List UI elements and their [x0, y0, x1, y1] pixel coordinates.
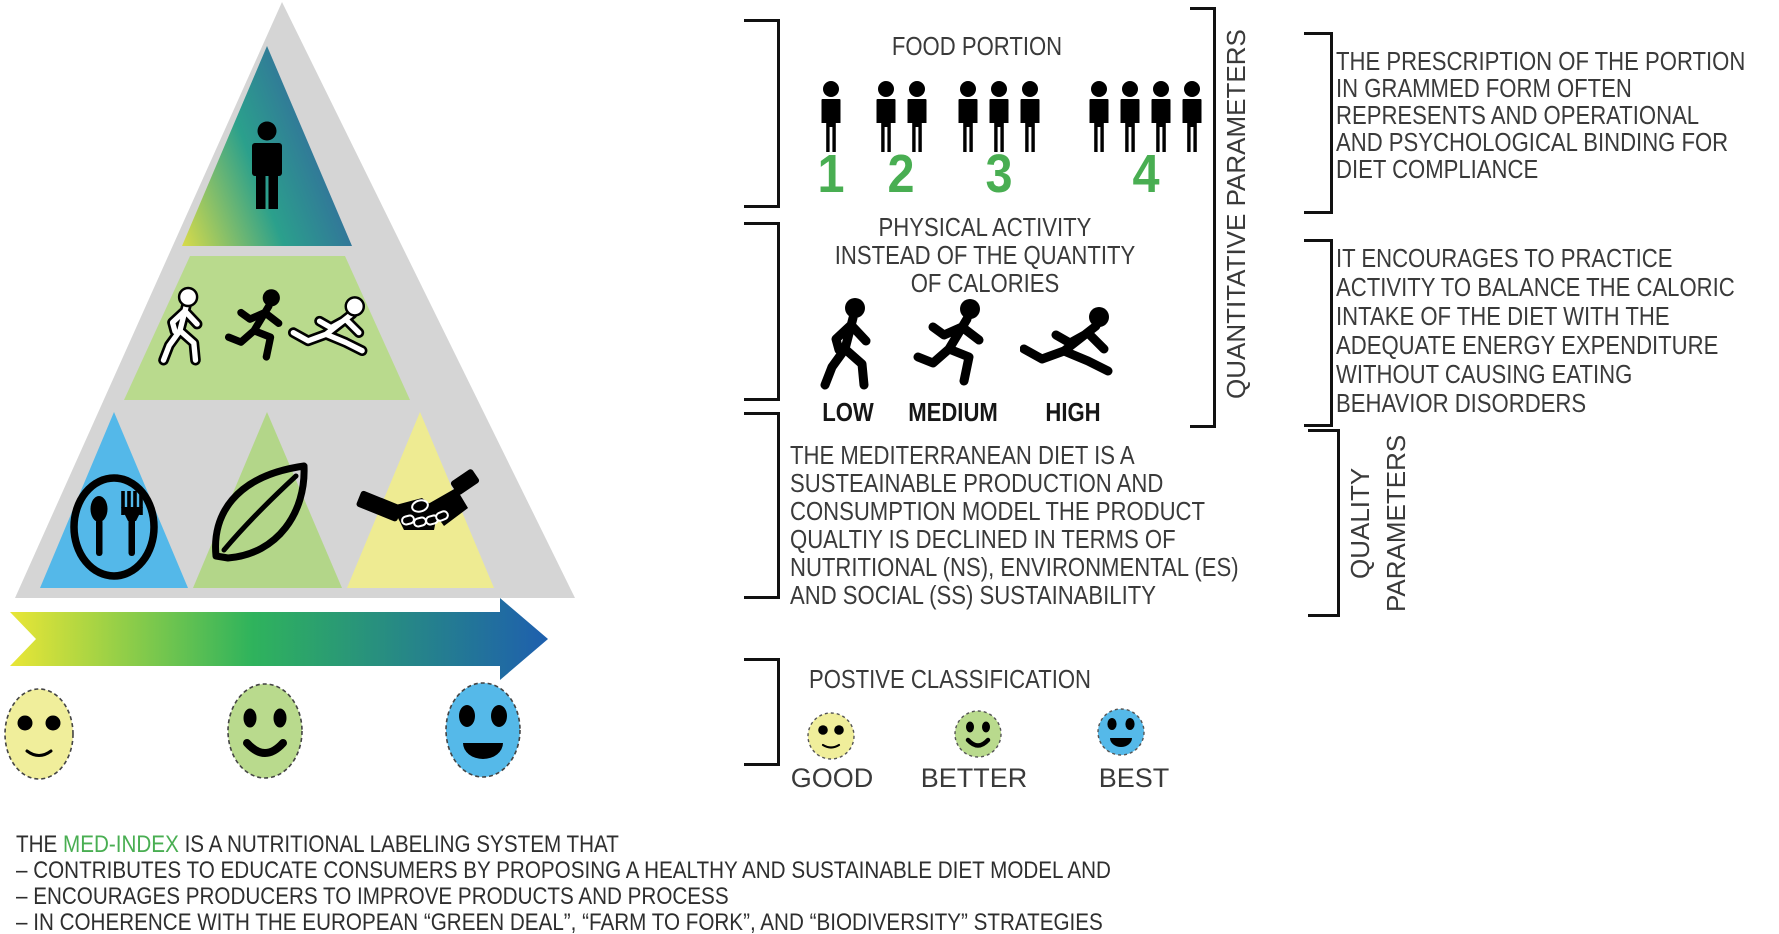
bracket-portion-note — [1304, 32, 1333, 214]
classification-title: POSTIVE CLASSIFICATION — [808, 664, 1092, 694]
activity-note-line: WITHOUT CAUSING EATING — [1336, 359, 1633, 389]
physical-activity-title — [835, 213, 1135, 297]
quality-note — [790, 441, 1239, 609]
quality-note-line: QUALTIY IS DECLINED IN TERMS OF — [790, 524, 1176, 554]
activity-note-line: INTAKE OF THE DIET WITH THE — [1336, 301, 1670, 331]
physical-activity-line1: PHYSICAL ACTIVITY — [878, 212, 1092, 242]
physical-activity-line2: INSTEAD OF THE QUANTITY — [834, 240, 1136, 270]
footer-line-4: – IN COHERENCE WITH THE EUROPEAN “GREEN DEAL”, “FARM TO FORK”, AND “BIODIVERSITY” STRATEGIES — [16, 909, 1103, 934]
portion-note — [1336, 48, 1745, 183]
footer-line-2: – CONTRIBUTES TO EDUCATE CONSUMERS BY PROPOSING A HEALTHY AND SUSTAINABLE DIET MODEL AND — [16, 857, 1111, 884]
activity-note — [1336, 244, 1735, 418]
bracket-activity-note — [1304, 239, 1333, 427]
bracket-quality — [744, 412, 780, 599]
sprinting-icon — [1020, 297, 1115, 392]
good-better-best-gradient-arrow — [0, 590, 600, 690]
bracket-food-portion — [744, 19, 780, 208]
quantitative-parameters-label: QUANTITATIVE PARAMETERS — [1221, 29, 1251, 400]
quality-parameters-label — [1342, 425, 1418, 621]
activity-note-line: IT ENCOURAGES TO PRACTICE — [1336, 243, 1673, 273]
med-index-highlight: MED-INDEX — [63, 831, 179, 858]
quality-note-line: SUSTEAINABLE PRODUCTION AND — [790, 468, 1164, 498]
quality-note-line: NUTRITIONAL (NS), ENVIRONMENTAL (ES) — [790, 552, 1239, 582]
portion-note-line: REPRESENTS AND OPERATIONAL — [1336, 100, 1700, 130]
level-medium-label: MEDIUM — [908, 397, 998, 427]
portion-group-3 — [954, 80, 1046, 154]
portion-note-line: AND PSYCHOLOGICAL BINDING FOR — [1336, 127, 1729, 157]
portion-number-3: 3 — [985, 144, 1013, 204]
level-high-label: HIGH — [1045, 397, 1101, 427]
activity-note-line: ACTIVITY TO BALANCE THE CALORIC — [1336, 272, 1735, 302]
portion-number-4: 4 — [1132, 144, 1160, 204]
quality-note-line: THE MEDITERRANEAN DIET IS A — [790, 440, 1135, 470]
portion-group-1 — [817, 80, 847, 154]
best-smiley-large — [443, 681, 525, 781]
bracket-quantitative-parameters — [1190, 7, 1216, 428]
activity-note-line: BEHAVIOR DISORDERS — [1336, 388, 1587, 418]
footer-prefix: THE — [16, 831, 64, 858]
level-low-label: LOW — [822, 397, 874, 427]
best-smiley-small — [1096, 707, 1148, 759]
running-icon — [905, 297, 1000, 392]
quality-note-line: CONSUMPTION MODEL THE PRODUCT — [790, 496, 1206, 526]
quality-parameters-line2: PARAMETERS — [1381, 434, 1411, 612]
food-pyramid — [0, 0, 660, 608]
activity-note-line: ADEQUATE ENERGY EXPENDITURE — [1336, 330, 1719, 360]
food-portion-title: FOOD PORTION — [891, 31, 1063, 61]
portion-note-line: THE PRESCRIPTION OF THE PORTION — [1336, 46, 1746, 76]
good-smiley-small — [806, 711, 858, 763]
quality-parameters-line1: QUALITY — [1345, 467, 1375, 579]
portion-group-2 — [872, 80, 933, 154]
bracket-quality-parameters — [1308, 429, 1340, 617]
footer-line-3: – ENCOURAGES PRODUCERS TO IMPROVE PRODUCTS AND PROCESS — [16, 883, 729, 910]
portion-note-line: DIET COMPLIANCE — [1336, 154, 1539, 184]
portion-number-1: 1 — [817, 144, 845, 204]
footer-line1-rest: IS A NUTRITIONAL LABELING SYSTEM THAT — [178, 831, 619, 858]
portion-number-2: 2 — [887, 144, 915, 204]
better-label: BETTER — [920, 763, 1028, 793]
bracket-physical-activity — [744, 222, 780, 401]
footer-line-1 — [16, 832, 1111, 858]
best-label: BEST — [1098, 763, 1170, 793]
portion-note-line: IN GRAMMED FORM OFTEN — [1336, 73, 1632, 103]
footer-text — [16, 832, 1111, 934]
better-smiley-small — [953, 709, 1005, 761]
walking-icon — [800, 297, 895, 392]
quality-note-line: AND SOCIAL (SS) SUSTAINABILITY — [790, 580, 1156, 610]
good-smiley-large — [2, 686, 78, 782]
better-smiley-large — [226, 682, 306, 782]
bracket-classification — [744, 658, 780, 766]
physical-activity-line3: OF CALORIES — [910, 268, 1060, 298]
good-label: GOOD — [790, 763, 874, 793]
